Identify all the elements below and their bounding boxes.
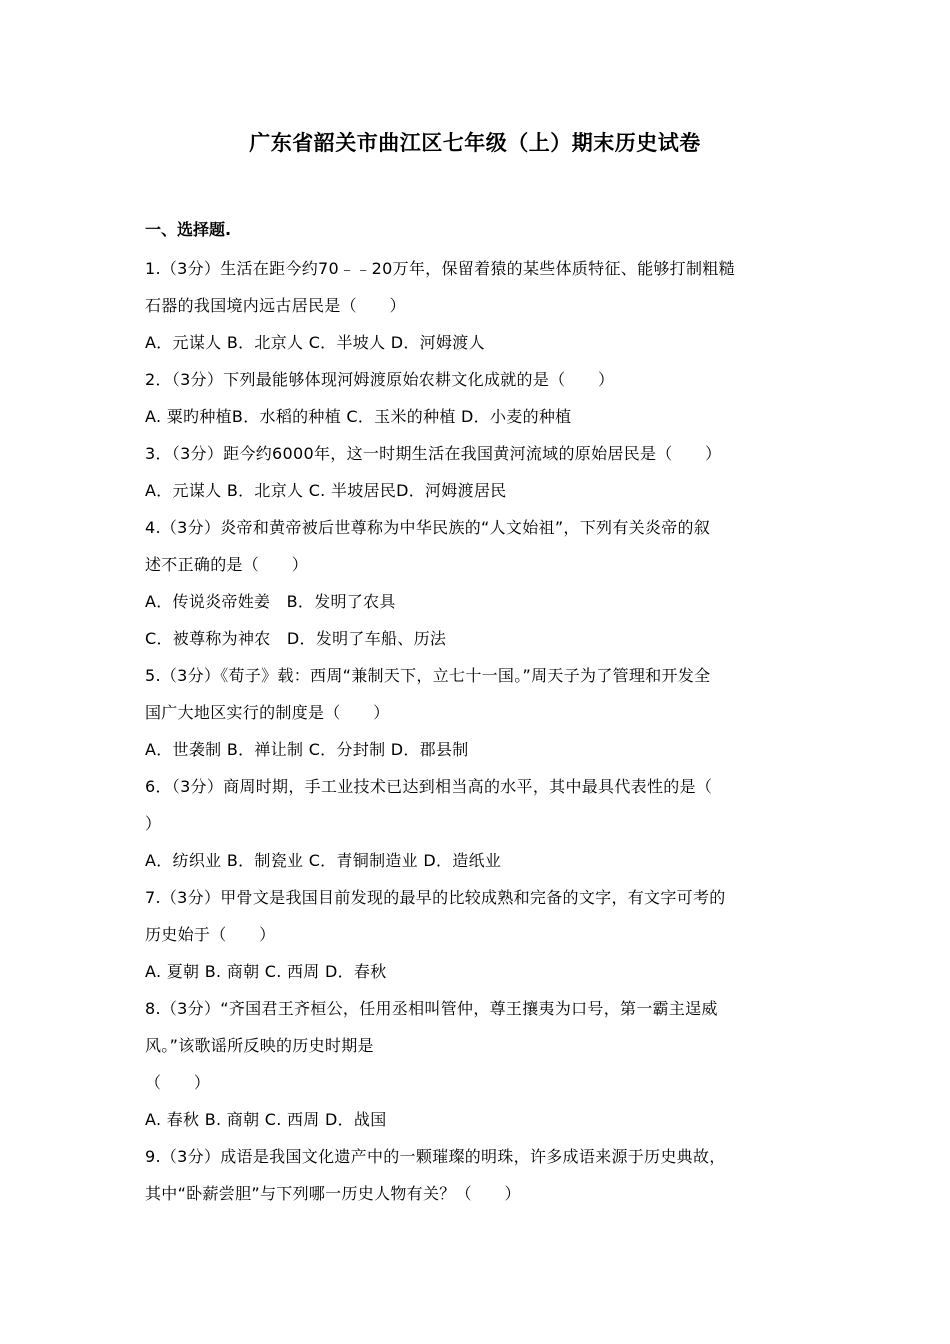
question-body [145, 250, 810, 1212]
question-line: 其中“卧薪尝胆”与下列哪一历史人物有关？（ ） [145, 1184, 521, 1203]
answer-options: A．纺织业 B．制瓷业 C．青铜制造业 D．造纸业 [145, 851, 502, 870]
answer-options: C．被尊称为神农 D．发明了车船、历法 [145, 629, 447, 648]
question-line: 国广大地区实行的制度是（ ） [145, 703, 390, 722]
question-line: 风。”该歌谣所反映的历史时期是 [145, 1036, 374, 1055]
question-line: 石器的我国境内远古居民是（ ） [145, 296, 406, 315]
answer-options: A．世袭制 B．禅让制 C．分封制 D．郡县制 [145, 740, 469, 759]
question-line: ） [145, 814, 162, 833]
question-line: 2．（3分）下列最能够体现河姆渡原始农耕文化成就的是（ ） [145, 370, 615, 389]
question-line: 5.（3分）《荀子》载：西周“兼制天下，立七十一国。”周天子为了管理和开发全 [145, 666, 711, 685]
question-line: 1.（3分）生活在距今约70﹣﹣20万年，保留着猿的某些体质特征、能够打制粗糙 [145, 259, 735, 278]
answer-options: A. 春秋 B. 商朝 C. 西周 D．战国 [145, 1110, 387, 1129]
question-line: 历史始于（ ） [145, 925, 276, 944]
question-line: 7.（3分）甲骨文是我国目前发现的最早的比较成熟和完备的文字，有文字可考的 [145, 888, 726, 907]
answer-options: A．元谋人 B．北京人 C．半坡人 D．河姆渡人 [145, 333, 485, 352]
page-title: 广东省韶关市曲江区七年级（上）期末历史试卷 [249, 131, 701, 155]
question-line: 3．（3分）距今约6000年，这一时期生活在我国黄河流域的原始居民是（ ） [145, 444, 722, 463]
answer-options: A. 夏朝 B. 商朝 C. 西周 D．春秋 [145, 962, 387, 981]
question-line: 述不正确的是（ ） [145, 555, 309, 574]
answer-options: A．传说炎帝姓姜 B．发明了农具 [145, 592, 396, 611]
section-heading: 一、选择题. [145, 220, 232, 239]
question-line: （ ） [145, 1073, 211, 1092]
answer-options: A. 粟旳种植B．水稻的种植 C．玉米的种植 D．小麦的种植 [145, 407, 572, 426]
question-line: 8.（3分）“齐国君王齐桓公，任用丞相叫管仲，尊王攘夷为口号，第一霸主逞威 [145, 999, 718, 1018]
question-line: 6．（3分）商周时期，手工业技术已达到相当高的水平，其中最具代表性的是（ [145, 777, 713, 796]
question-line: 4.（3分）炎帝和黄帝被后世尊称为中华民族的“人文始祖”，下列有关炎帝的叙 [145, 518, 711, 537]
question-line: 9.（3分）成语是我国文化遗产中的一颗璀璨的明珠，许多成语来源于历史典故， [145, 1147, 726, 1166]
answer-options: A．元谋人 B．北京人 C. 半坡居民D．河姆渡居民 [145, 481, 507, 500]
